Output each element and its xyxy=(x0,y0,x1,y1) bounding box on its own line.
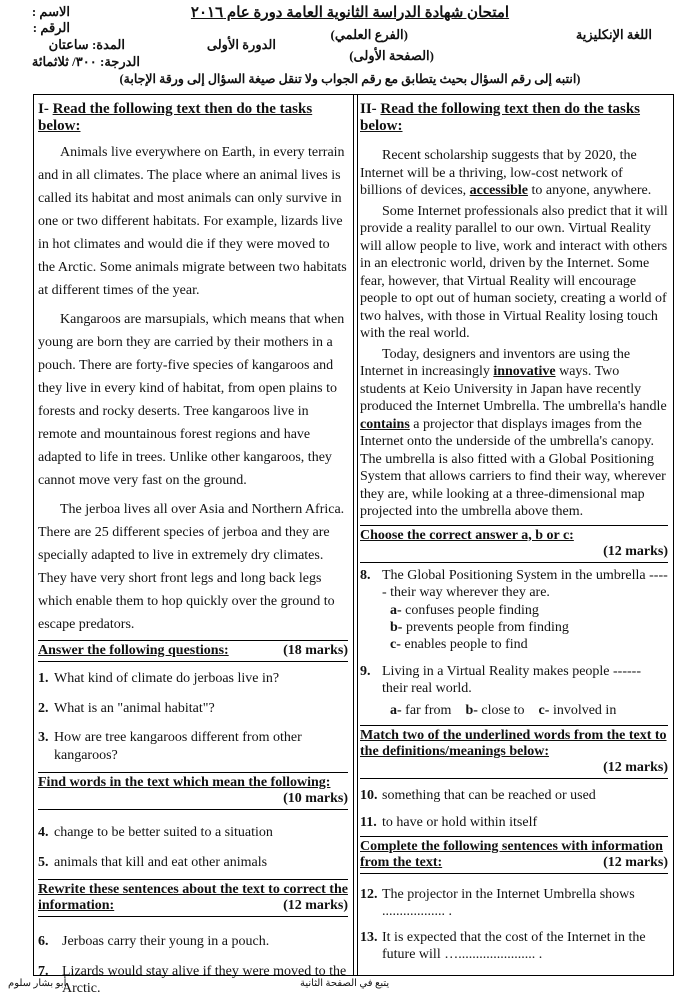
question-12: 12. The projector in the Internet Umbrella shows .................. . xyxy=(360,886,635,919)
question-5: 5. animals that kill and eat other animals xyxy=(38,854,268,870)
passage-paragraph-4: Recent scholarship suggests that by 2020, the Internet will be a thriving, low-cost network of billions of devices, accessible to anyone, anywhere. xyxy=(360,148,652,198)
task-heading-complete: Complete the following sentences with information from the text: (12 marks) xyxy=(360,836,668,874)
question-9: 9. Living in a Virtual Reality makes people ------ their real world. xyxy=(360,663,641,696)
exam-title: امتحان شهادة الدراسة الثانوية العامة دورة عام ٢٠١٦ xyxy=(190,5,510,21)
footer-author: أبو بشار سلوم xyxy=(8,978,67,989)
passage-paragraph-5: Some Internet professionals also predict that it will provide a reality parallel to our own. Virtual Reality will allow people to live, work and interact with others in an electronic world, driven by the Internet. Some fear, however, that Virtual Reality will encourage people to opt out of human society, creating a world of two halves, with those in Virtual Reality losing touch with the real world. xyxy=(360,203,668,341)
task-heading-match: Match two of the underlined words from the text to the definitions/meanings below: (12 marks) xyxy=(360,725,668,779)
question-6: 6. Jerboas carry their young in a pouch. xyxy=(38,934,270,949)
section-two-heading: II- Read the following text then do the tasks below: xyxy=(360,101,641,134)
instruction-text: (انتبه إلى رقم السؤال بحيث يتطابق مع رقم الجواب ولا تنقل صيغة السؤال إلى ورقة الإجابة) xyxy=(119,72,581,86)
passage-paragraph-3: The jerboa lives all over Asia and Northern Africa. There are 25 different species of jerboa and they are specially adapted to live in extremely dry climates. They have very short front legs and long back legs which enable them to hop quickly over the ground to escape predators. xyxy=(38,502,345,632)
grade-label: الدرجة: ٣٠٠/ ثلاثمائة xyxy=(31,54,140,69)
column-divider xyxy=(353,95,358,975)
question-7: 7. Lizards would stay alive if they were moved to the Arctic. xyxy=(38,963,347,996)
question-4: 4. change to be better suited to a situation xyxy=(38,825,273,840)
question-2: 2. What is an "animal habitat"? xyxy=(38,700,215,716)
question-8-option-a: a- confuses people finding xyxy=(390,602,539,618)
question-8: 8. The Global Positioning System in the umbrella ----- their way wherever they are. xyxy=(360,567,668,600)
question-10: 10. something that can be reached or used xyxy=(360,787,596,803)
footer-continue-note: يتبع في الصفحة الثانية xyxy=(300,978,390,989)
question-9-options: a- far from b- close to c- involved in xyxy=(390,702,617,718)
question-8-option-c: c- enables people to find xyxy=(390,636,528,652)
task-heading-questions: Answer the following questions: (18 marks) xyxy=(38,640,348,662)
task-heading-rewrite: Rewrite these sentences about the text to correct the information: (12 marks) xyxy=(38,879,348,917)
duration-label: المدة: ساعتان xyxy=(48,37,125,52)
question-13: 13. It is expected that the cost of the Internet in the future will …...................... . xyxy=(360,929,646,962)
task-heading-choose: Choose the correct answer a, b or c: (12 marks) xyxy=(360,525,668,563)
branch-label: (الفرع العلمي) xyxy=(330,27,408,42)
section-one-heading: I- Read the following text then do the tasks below: xyxy=(38,101,313,134)
question-8-option-b: b- prevents people from finding xyxy=(390,619,569,635)
question-3: 3. How are tree kangaroos different from other kangaroos? xyxy=(38,730,302,763)
question-1: 1. What kind of climate do jerboas live in? xyxy=(38,671,280,686)
task-heading-find-words: Find words in the text which mean the following: (10 marks) xyxy=(38,772,348,810)
number-label: الرقم : xyxy=(32,20,70,35)
passage-paragraph-6: Today, designers and inventors are using the Internet in increasingly innovative ways. Two students at Keio University in Japan have recently produced the Internet Umbrella. The umbrella's handle contains a projector that displays images from the Internet onto the underside of the umbrella's canopy. The umbrella is also fitted with a Global Positioning System that allows carriers to find their way, wherever they are, while looking at a three-dimensional map projected into the umbrella above them. xyxy=(360,346,667,519)
page-label: (الصفحة الأولى) xyxy=(349,48,434,63)
exam-header xyxy=(0,0,700,95)
question-11: 11. to have or hold within itself xyxy=(360,815,538,830)
passage-paragraph-1: Animals live everywhere on Earth, in every terrain and in all climates. The place where an animal lives is called its habitat and most animals can only survive in one or two different habitats. For example, lizards live in hot climates and would die if they were moved to the Arctic. Some animals migrate between two habitats at different times of the year. xyxy=(38,145,347,298)
section-two xyxy=(360,95,668,975)
passage-paragraph-2: Kangaroos are marsupials, which means that when young are born they are carried by their mothers in a pouch. There are forty-five species of kangaroos and they live in every kind of habitat, from open plains to forests and rocky deserts. Tree kangaroos live in remote and mountainous forest regions and have adapted to life in trees. Unlike other kangaroos, they cannot move very fast on the ground. xyxy=(38,312,345,488)
session-label: الدورة الأولى xyxy=(206,37,276,52)
name-label: الاسم : xyxy=(31,4,70,19)
subject-label: اللغة الإنكليزية xyxy=(575,27,652,42)
